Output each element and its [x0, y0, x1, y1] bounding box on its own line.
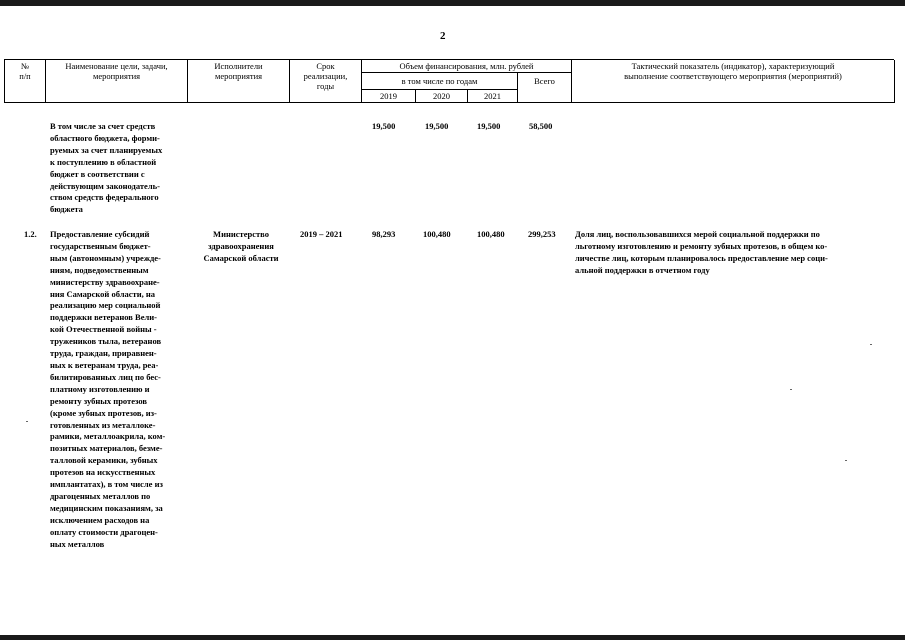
header-name: Наименование цели, задачи, мероприятия	[65, 61, 168, 81]
header-total: Всего	[534, 76, 555, 86]
row2-term: 2019 – 2021	[300, 229, 343, 239]
row2-2021: 100,480	[477, 229, 505, 239]
row2-number: 1.2.	[24, 229, 37, 239]
row1-2020: 19,500	[425, 121, 449, 131]
header-year-2019: 2019	[380, 91, 397, 101]
scan-speck	[845, 460, 847, 461]
row1-total: 58,500	[529, 121, 553, 131]
header-number: № п/п	[19, 61, 31, 81]
row2-total: 299,253	[528, 229, 556, 239]
scan-speck	[26, 421, 28, 422]
page-number: 2	[440, 30, 446, 42]
row2-2019: 98,293	[372, 229, 396, 239]
header-term: Срок реализации, годы	[303, 61, 348, 91]
table-header	[4, 59, 894, 103]
header-indicator: Тактический показатель (индикатор), характеризующий выполнение соответствующего мероприятия (мероприятий)	[624, 61, 842, 81]
scan-speck	[790, 389, 792, 390]
header-by-year: в том числе по годам	[401, 76, 478, 86]
header-executors: Исполнители мероприятия	[214, 61, 263, 81]
row2-name: Предоставление субсидий государственным бюджет- ным (автономным) учрежде- ниям, подведомственным министерству здравоохране- ния Самарской области, на реализацию мер социальной поддержки ветеранов Вели- кой Отечественной войны - тружеников тыла, ветеранов труда, граждан, приравнен- ных к ветеранам труда, реа- билитированных лиц по бес- платному изготовлению и ремонту зубных протезов (кроме зубных протезов, из- готовленных из металлоке- рамики, металлоакрила, ком- позитных материалов, безме- талловой керамики, зубных протезов на искусственных имплантатах), в том числе из драгоценных металлов по медицинским показаниям, за исключением расходов на оплату стоимости драгоцен- ных металлов	[50, 229, 166, 549]
row2-2020: 100,480	[423, 229, 451, 239]
row1-2021: 19,500	[477, 121, 501, 131]
header-financing: Объем финансирования, млн. рублей	[399, 61, 534, 71]
scan-speck	[870, 344, 872, 345]
row2-indicator: Доля лиц, воспользовавшихся мерой социальной поддержки по льготному изготовлению и ремонту зубных протезов, в общем ко- личестве лиц, которым планировалось предоставление мер соци- альной поддержки в отчетном году	[575, 229, 828, 275]
scan-top-border	[0, 0, 905, 6]
scan-bottom-border	[0, 635, 905, 640]
row2-executors: Министерство здравоохранения Самарской области	[203, 229, 279, 263]
header-year-2021: 2021	[484, 91, 501, 101]
row1-2019: 19,500	[372, 121, 396, 131]
header-year-2020: 2020	[433, 91, 450, 101]
row1-name: В том числе за счет средств областного бюджета, форми- руемых за счет планируемых к поступлению в областной бюджет в соответствии с действующим законодатель- ством средств федерального бюджета	[50, 121, 163, 215]
